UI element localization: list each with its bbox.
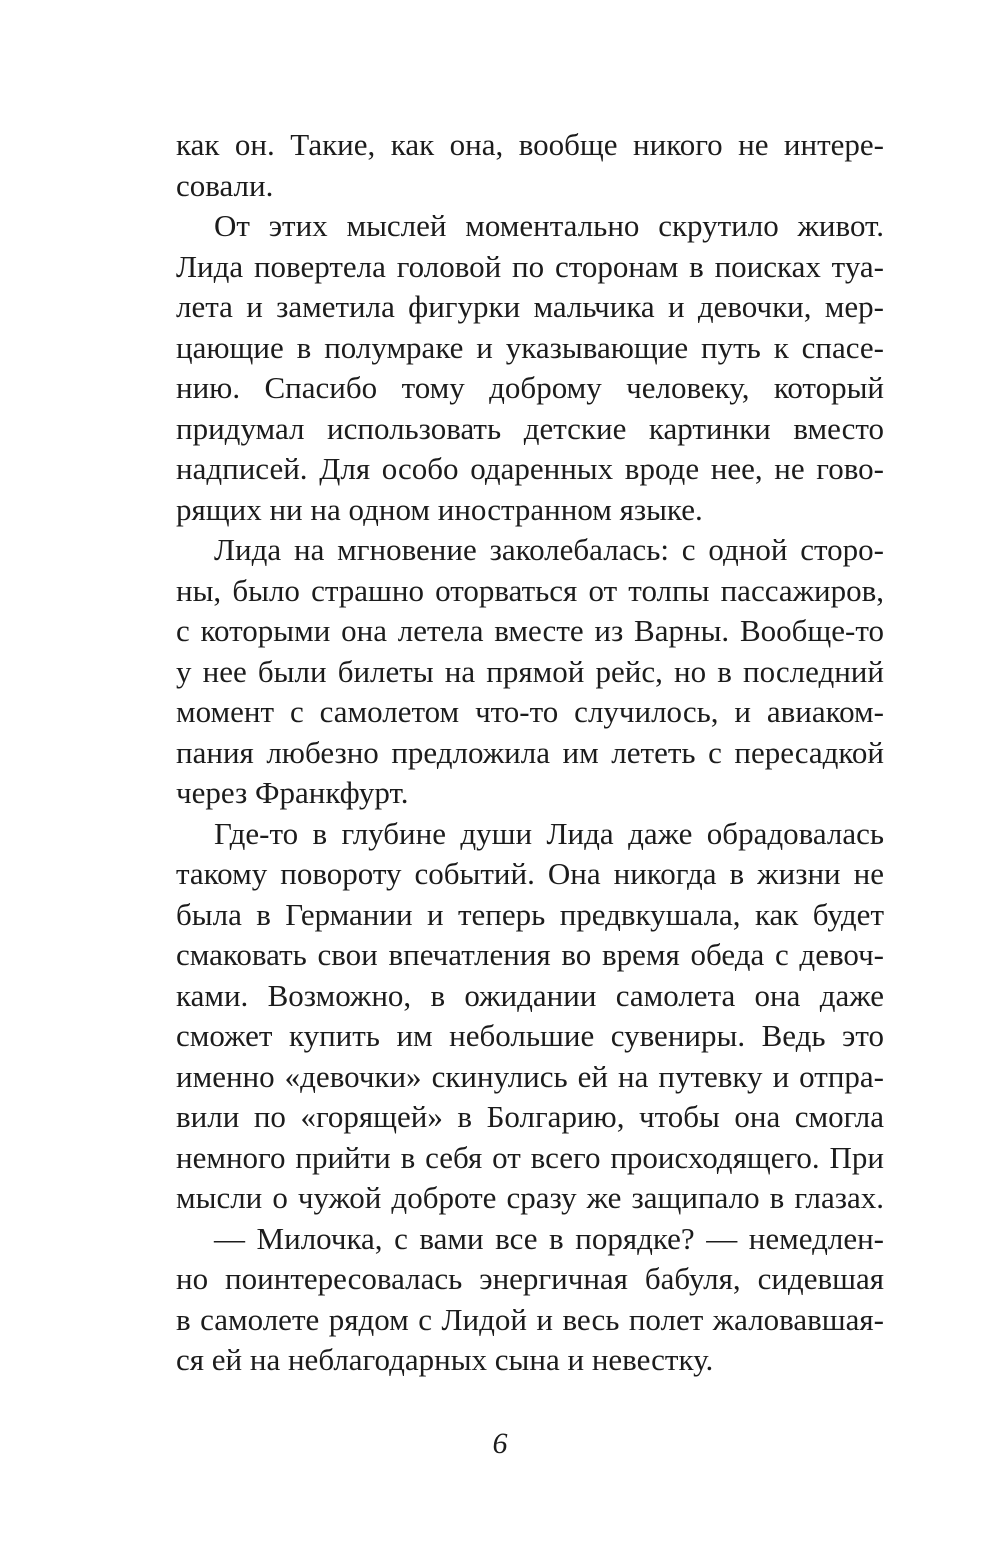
text-line: ками. Возможно, в ожидании самолета она даже [176, 977, 884, 1013]
text-line: ны, было страшно оторваться от толпы пассажиров, [176, 572, 884, 608]
text-line: вили по «горящей» в Болгарию, чтобы она смогла [176, 1099, 884, 1134]
text-line: пания любезно предложила им лететь с пересадкой [176, 734, 884, 770]
text-line: — Милочка, с вами все в порядке? — немедлен- [214, 1220, 884, 1256]
text-line: с которыми она летела вместе из Варны. Вообще-то [176, 613, 884, 648]
text-line: От этих мыслей моментально скрутило живот. [214, 208, 884, 243]
text-line: в самолете рядом с Лидой и весь полет жаловавшая- [176, 1301, 884, 1337]
text-line: была в Германии и теперь предвкушала, как будет [176, 896, 884, 932]
text-line: рящих ни на одном иностранном языке. [176, 491, 703, 527]
text-line: такому повороту событий. Она никогда в жизни не [176, 856, 884, 891]
text-line: через Франкфурт. [176, 775, 409, 810]
text-line: смаковать свои впечатления во время обеда с девоч- [176, 937, 884, 972]
text-line: именно «девочки» скинулись ей на путевку и отпра- [176, 1058, 884, 1094]
text-line: совали. [176, 167, 274, 203]
page-number: 6 [492, 1427, 508, 1460]
text-line: у нее были билеты на прямой рейс, но в последний [176, 653, 884, 689]
text-line: надписей. Для особо одаренных вроде нее, не гово- [176, 451, 884, 486]
text-line: момент с самолетом что-то случилось, и авиаком- [176, 694, 884, 729]
text-line: но поинтересовалась энергичная бабуля, сидевшая [176, 1261, 884, 1296]
text-line: как он. Такие, как она, вообще никого не интере- [176, 127, 884, 162]
text-line: нию. Спасибо тому доброму человеку, который [176, 370, 884, 405]
text-line: Лида повертела головой по сторонам в поисках туа- [176, 248, 884, 284]
text-line: ся ей на неблагодарных сына и невестку. [176, 1342, 714, 1377]
text-line: мысли о чужой доброте сразу же защипало в глазах. [176, 1180, 884, 1215]
text-line: сможет купить им небольшие сувениры. Ведь это [176, 1018, 884, 1053]
text-line: лета и заметила фигурки мальчика и девочки, мер- [176, 289, 884, 324]
text-line: цающие в полумраке и указывающие путь к спасе- [176, 329, 884, 365]
text-line: Лида на мгновение заколебалась: с одной сторо- [214, 532, 884, 567]
text-line: Где-то в глубине души Лида даже обрадовалась [214, 815, 884, 851]
text-line: придумал использовать детские картинки вместо [176, 410, 884, 446]
body-text [176, 125, 884, 1381]
text-line: немного прийти в себя от всего происходящего. При [176, 1139, 884, 1175]
